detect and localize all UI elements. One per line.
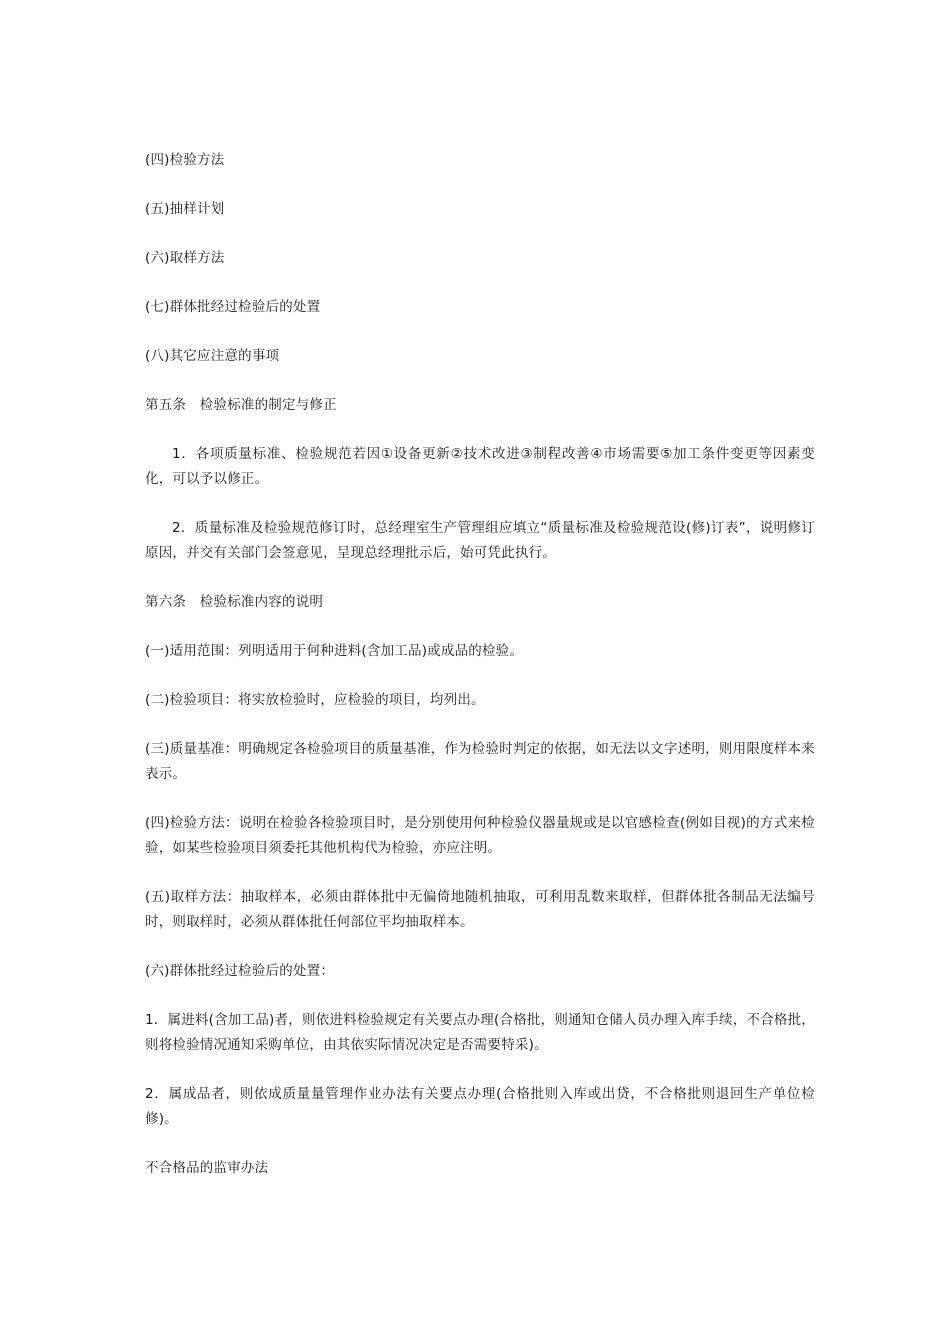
body-paragraph: (三)质量基准：明确规定各检验项目的质量基准，作为检验时判定的依据，如无法以文字述明，则用限度样本来表示。 [145,741,815,782]
body-paragraph: 1．属进料(含加工品)者，则依进料检验规定有关要点办理(合格批，则通知仓储人员办理入库手续，不合格批，则将检验情况通知采购单位，由其依实际情况决定是否需要特采)。 [145,1012,815,1053]
body-paragraph: (六)群体批经过检验后的处置： [145,963,335,979]
section-heading: 不合格品的监审办法 [145,1160,269,1176]
list-item: (五)抽样计划 [145,201,225,217]
body-paragraph: (一)适用范围：列明适用于何种进料(含加工品)或成品的检验。 [145,643,524,659]
body-paragraph: (二)检验项目：将实放检验时，应检验的项目，均列出。 [145,692,485,708]
list-item: (七)群体批经过检验后的处置 [145,299,321,315]
body-paragraph: (四)检验方法：说明在检验各检验项目时，是分别使用何种检验仪器量规或是以官感检查(例如目视)的方式来检验，如某些检验项目须委托其他机构代为检验，亦应注明。 [145,815,815,856]
body-paragraph: 1．各项质量标准、检验规范若因①设备更新②技术改进③制程改善④市场需要⑤加工条件变更等因素变化，可以予以修正。 [145,446,815,487]
section-heading: 第六条 检验标准内容的说明 [145,594,324,610]
body-paragraph: (五)取样方法：抽取样本，必须由群体批中无偏倚地随机抽取，可利用乱数来取样，但群体批各制品无法编号时，则取样时，必须从群体批任何部位平均抽取样本。 [145,889,815,930]
list-item: (八)其它应注意的事项 [145,348,280,364]
list-item: (四)检验方法 [145,152,225,168]
list-item: (六)取样方法 [145,250,225,266]
section-heading: 第五条 检验标准的制定与修正 [145,397,337,413]
body-paragraph: 2．质量标准及检验规范修订时，总经理室生产管理组应填立“质量标准及检验规范设(修)订表”，说明修订原因，并交有关部门会签意见，呈现总经理批示后，始可凭此执行。 [145,520,815,561]
document-body [145,148,815,1205]
body-paragraph: 2．属成品者，则依成质量量管理作业办法有关要点办理(合格批则入库或出贷，不合格批则退回生产单位检修)。 [145,1086,815,1127]
